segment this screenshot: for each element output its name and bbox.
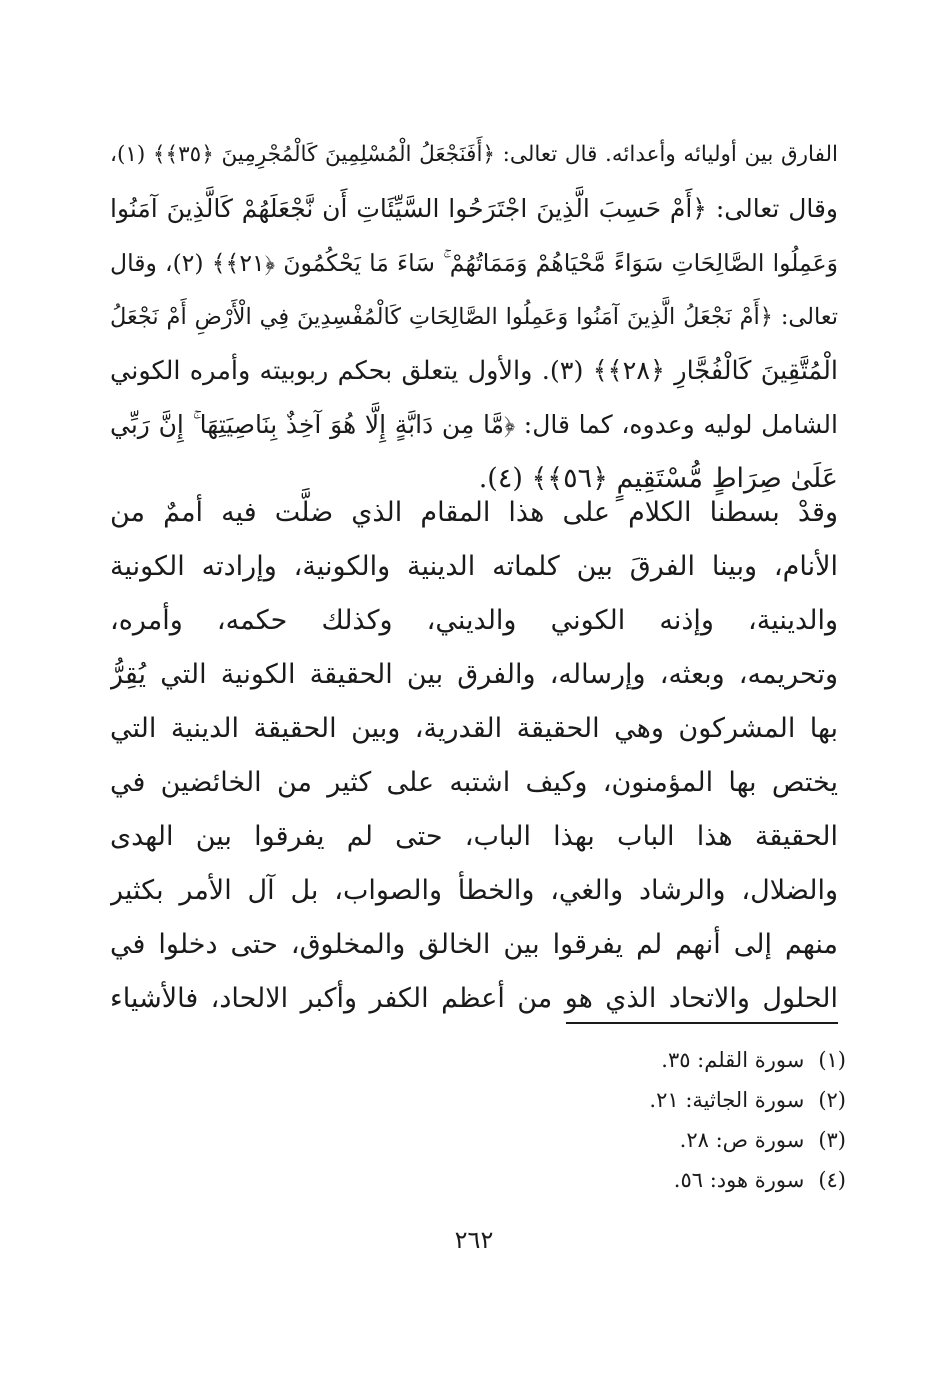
paragraph-1 <box>110 128 838 506</box>
text-line: وقال تعالى: ﴿أَمْ حَسِبَ الَّذِينَ اجْتَرَحُوا السَّيِّئَاتِ أَن نَّجْعَلَهُمْ كَالَّذِينَ آمَنُوا <box>110 194 838 223</box>
footnote-number: (٤) <box>818 1168 846 1192</box>
footnote <box>500 1160 846 1200</box>
text-line: الشامل لوليه وعدوه، كما قال: ﴿مَّا مِن دَابَّةٍ إِلَّا هُوَ آخِذٌ بِنَاصِيَتِهَا ۚ إِنَّ رَبِّي <box>110 410 838 439</box>
footnote-text: سورة ص: ٢٨. <box>679 1128 805 1152</box>
text-line: يختص بها المؤمنون، وكيف اشتبه على كثير من الخائضين في <box>110 767 838 798</box>
text-line: والضلال، والرشاد والغي، والخطأ والصواب، بل آل الأمر بكثير <box>110 875 838 906</box>
text-line: والدينية، وإذنه الكوني والديني، وكذلك حكمه، وأمره، <box>110 605 838 636</box>
text-line: الفارق بين أوليائه وأعدائه. قال تعالى: ﴿أَفَنَجْعَلُ الْمُسْلِمِينَ كَالْمُجْرِمِينَ ﴿٣٥﴾﴾ (١)، <box>110 142 838 167</box>
text-line: وتحريمه، وبعثه، وإرساله، والفرق بين الحقيقة الكونية التي يُقِرُّ <box>110 659 838 690</box>
footnote-number: (٣) <box>818 1128 846 1152</box>
text-line: الأنام، وبينا الفرقَ بين كلماته الدينية والكونية، وإرادته الكونية <box>110 551 838 582</box>
paragraph-2 <box>110 486 838 1026</box>
footnote-text: سورة هود: ٥٦. <box>673 1168 805 1192</box>
page-number: ٢٦٢ <box>454 1226 494 1254</box>
text-line: تعالى: ﴿أَمْ نَجْعَلُ الَّذِينَ آمَنُوا وَعَمِلُوا الصَّالِحَاتِ كَالْمُفْسِدِينَ فِي الْأَرْضِ أَمْ نَجْعَلُ <box>110 304 838 330</box>
footnote <box>500 1080 846 1120</box>
footnote-number: (١) <box>818 1048 846 1072</box>
footnote <box>500 1040 846 1080</box>
text-line: وَعَمِلُوا الصَّالِحَاتِ سَوَاءً مَّحْيَاهُمْ وَمَمَاتُهُمْ ۚ سَاءَ مَا يَحْكُمُونَ ﴿٢١﴾﴾ (٢)، وقال <box>110 249 838 277</box>
footnote <box>500 1120 846 1160</box>
footnote-text: سورة الجاثية: ٢١. <box>649 1088 805 1112</box>
footnote-divider <box>566 1022 838 1024</box>
text-line: منهم إلى أنهم لم يفرقوا بين الخالق والمخلوق، حتى دخلوا في <box>110 929 838 960</box>
footnote-text: سورة القلم: ٣٥. <box>661 1048 805 1072</box>
footnote-number: (٢) <box>818 1088 846 1112</box>
footnotes <box>500 1040 846 1200</box>
text-line: الْمُتَّقِينَ كَالْفُجَّارِ ﴿٢٨﴾﴾ (٣). والأول يتعلق بحكم ربوبيته وأمره الكوني <box>110 356 838 386</box>
text-line: عَلَىٰ صِرَاطٍ مُّسْتَقِيمٍ ﴿٥٦﴾﴾ (٤). <box>478 463 838 494</box>
text-line: بها المشركون وهي الحقيقة القدرية، وبين الحقيقة الدينية التي <box>110 713 838 744</box>
text-line: الحقيقة هذا الباب بهذا الباب، حتى لم يفرقوا بين الهدى <box>110 821 838 852</box>
text-line: الحلول والاتحاد الذي هو من أعظم الكفر وأكبر الالحاد، فالأشياء <box>110 983 838 1014</box>
text-line: وقدْ بسطنا الكلام على هذا المقام الذي ضلَّت فيه أممٌ من <box>110 497 838 528</box>
